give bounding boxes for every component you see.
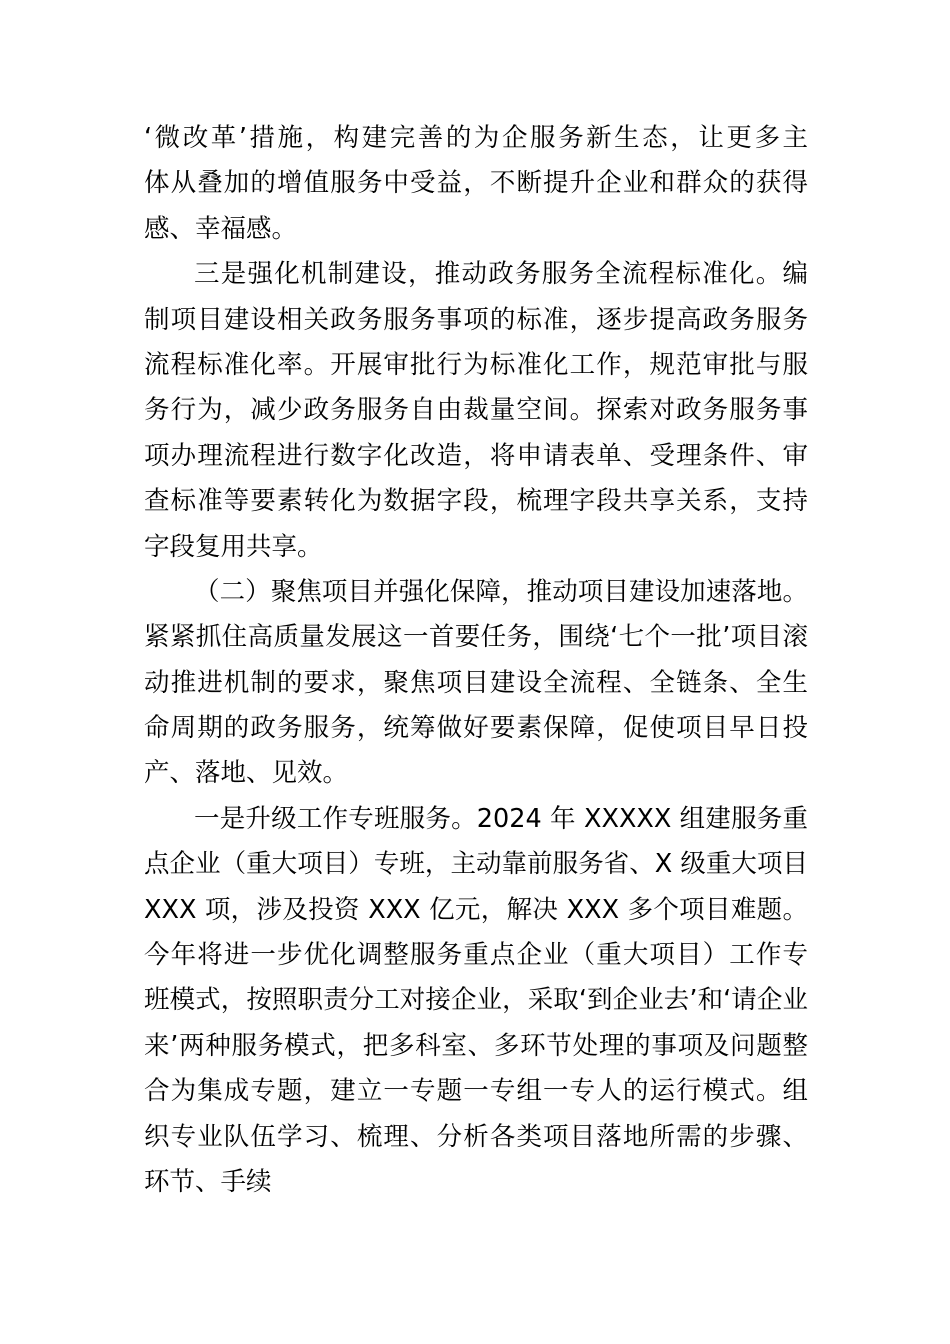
text-line: 织专业队伍学习、梳理、分析各类项目落地所需的步骤、 xyxy=(144,1121,808,1152)
text-line: 合为集成专题，建立一专题一专组一专人的运行模式。组 xyxy=(144,1076,808,1107)
text-line: 三是强化机制建设，推动政务服务全流程标准化。编 xyxy=(194,259,808,290)
text-line: ‘微改革’措施，构建完善的为企服务新生态，让更多主 xyxy=(144,123,808,153)
text-line: 制项目建设相关政务服务事项的标准，逐步提高政务服务 xyxy=(144,304,808,335)
text-line: 来’两种服务模式，把多科室、多环节处理的事项及问题整 xyxy=(144,1030,808,1061)
text-line: 字段复用共享。 xyxy=(144,531,323,562)
text-line: 流程标准化率。开展审批行为标准化工作，规范审批与服 xyxy=(144,349,808,380)
text-line: 务行为，减少政务服务自由裁量空间。探索对政务服务事 xyxy=(144,395,808,426)
text-line: 动推进机制的要求，聚焦项目建设全流程、全链条、全生 xyxy=(144,667,808,698)
text-line: 查标准等要素转化为数据字段，梳理字段共享关系，支持 xyxy=(144,486,808,517)
text-line: 感、幸福感。 xyxy=(144,213,298,244)
section-heading-line: （二）聚焦项目并强化保障，推动项目建设加速落地。 xyxy=(194,576,808,607)
text-line: XXX 项，涉及投资 XXX 亿元，解决 XXX 多个项目难题。 xyxy=(144,894,808,925)
text-line: 一是升级工作专班服务。2024 年 XXXXX 组建服务重 xyxy=(194,803,808,834)
text-line: 今年将进一步优化调整服务重点企业（重大项目）工作专 xyxy=(144,940,808,971)
text-line: 体从叠加的增值服务中受益，不断提升企业和群众的获得 xyxy=(144,168,808,199)
text-line: 紧紧抓住高质量发展这一首要任务，围绕‘七个一批’项目滚 xyxy=(144,622,808,653)
document-page xyxy=(144,116,808,1205)
text-line: 班模式，按照职责分工对接企业，采取‘到企业去’和‘请企业 xyxy=(144,985,808,1016)
text-line: 项办理流程进行数字化改造，将申请表单、受理条件、审 xyxy=(144,440,808,471)
text-line: 环节、手续 xyxy=(144,1166,272,1197)
text-line: 命周期的政务服务，统筹做好要素保障，促使项目早日投 xyxy=(144,713,808,744)
text-line: 产、落地、见效。 xyxy=(144,758,349,789)
text-line: 点企业（重大项目）专班，主动靠前服务省、X 级重大项目 xyxy=(144,849,808,880)
